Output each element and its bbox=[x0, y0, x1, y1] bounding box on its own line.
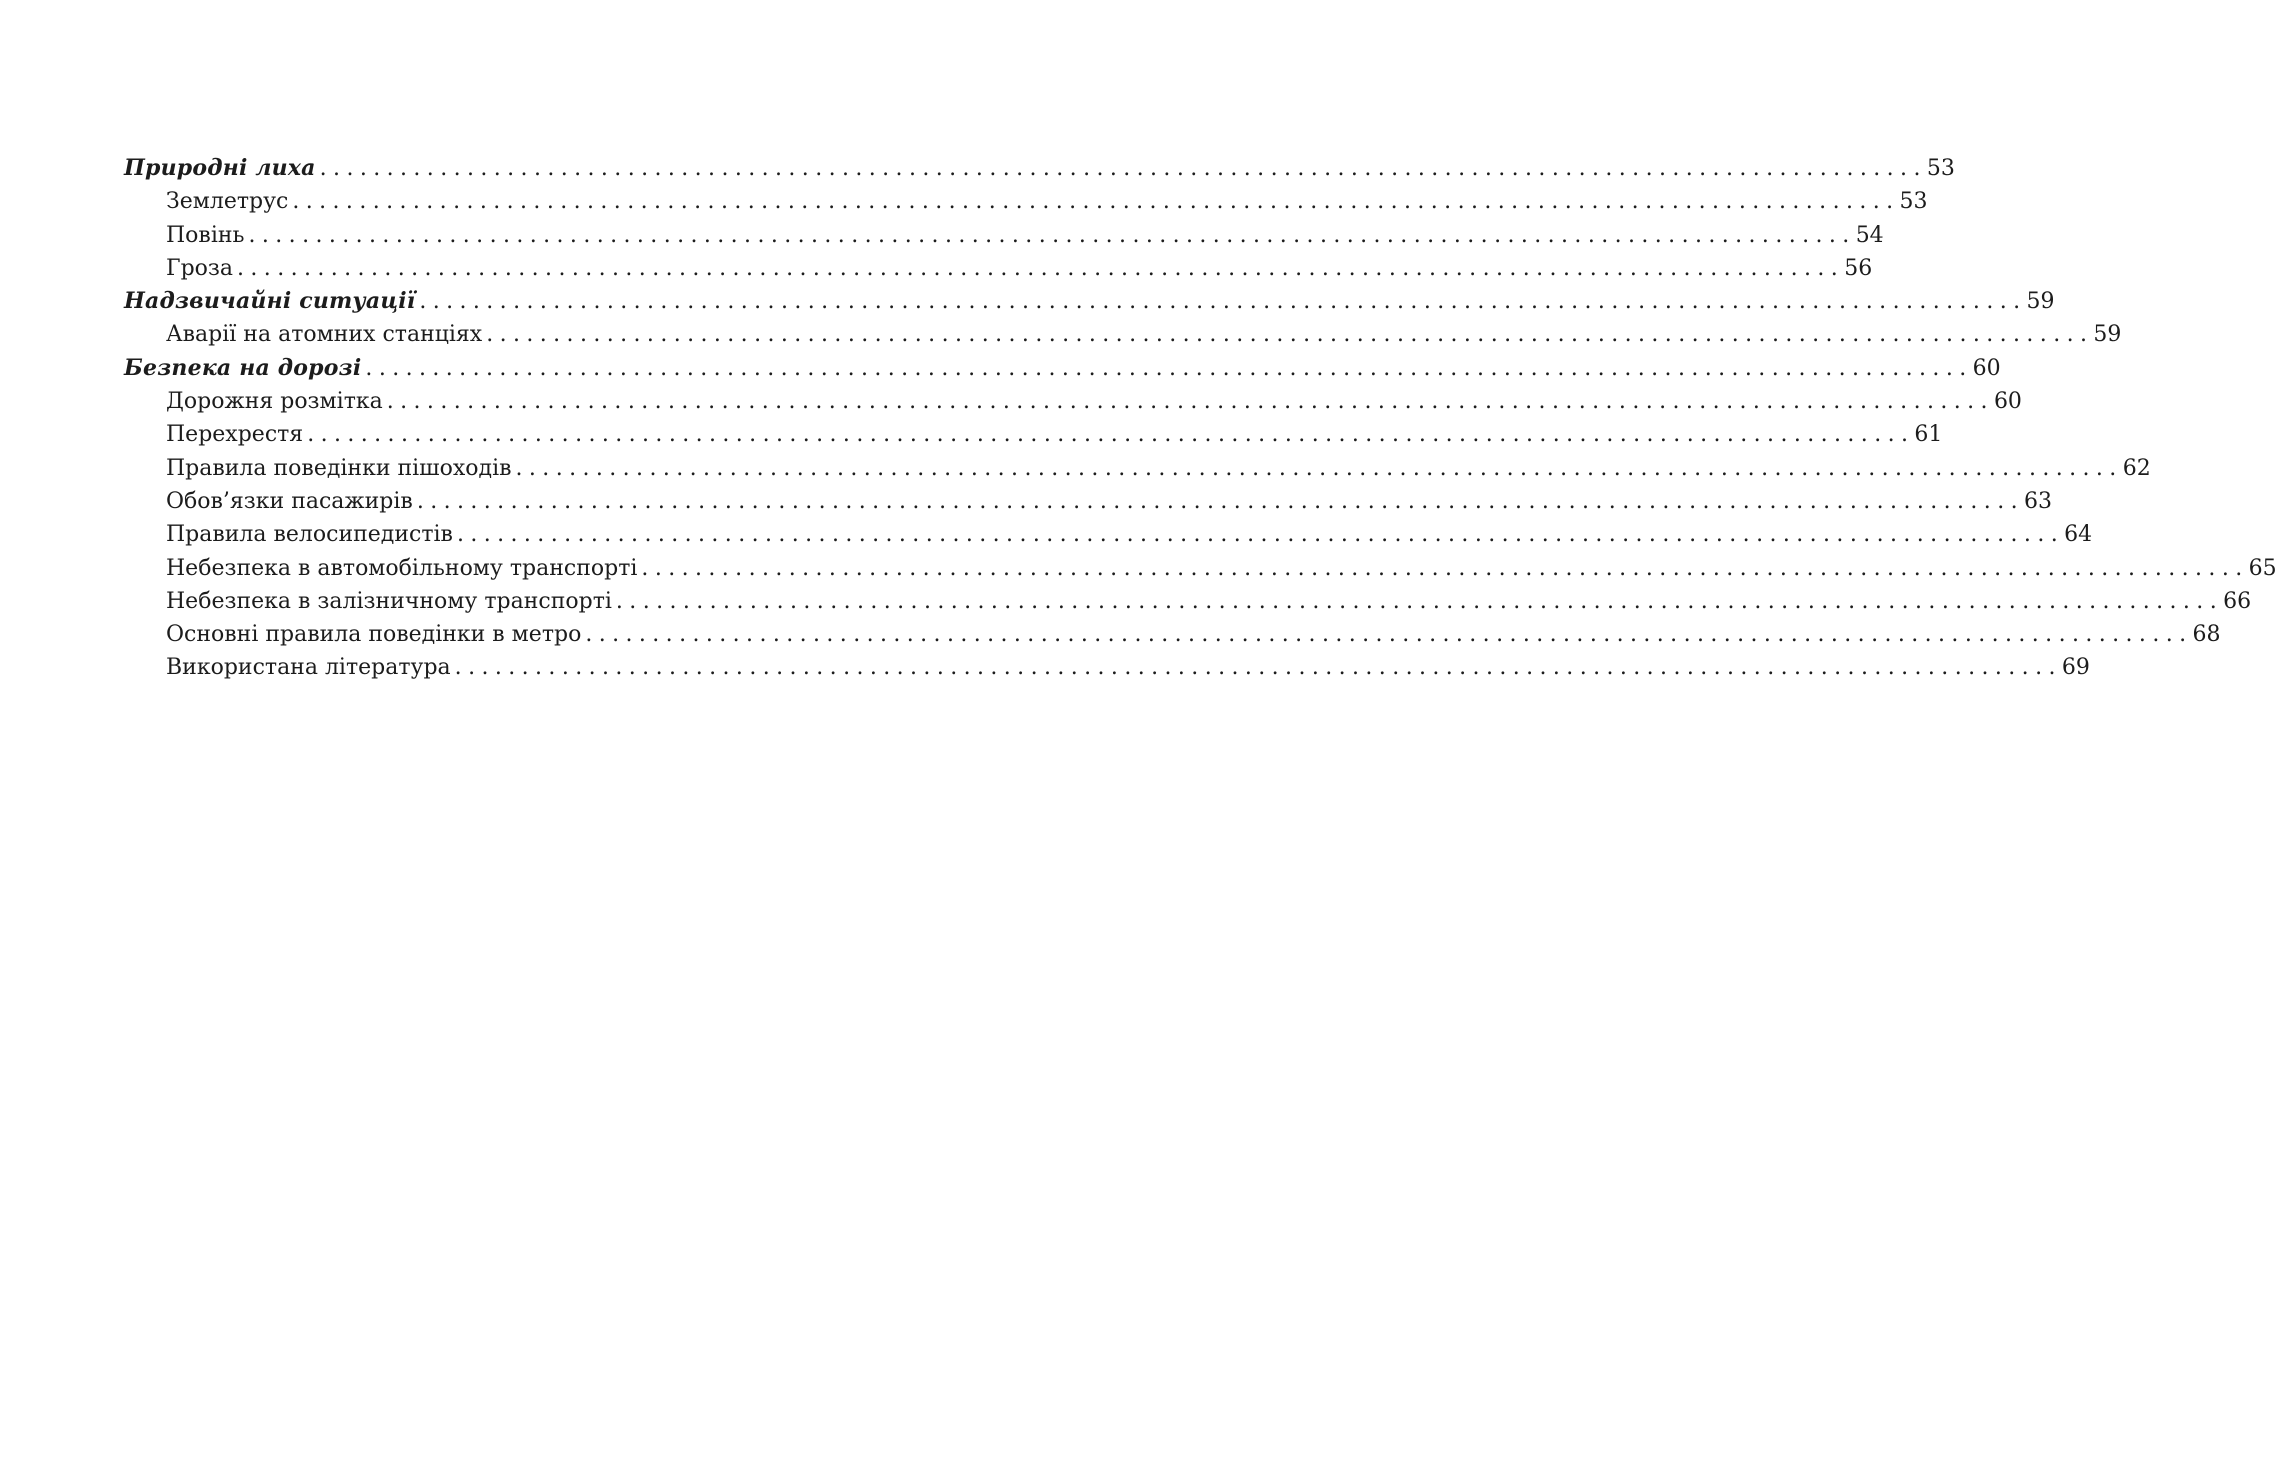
dot-leader: ........................................................................................................................ bbox=[386, 389, 1994, 415]
toc-page-number: 63 bbox=[2024, 488, 2052, 514]
toc-page-number: 60 bbox=[1993, 389, 2022, 415]
toc-entry-row bbox=[124, 485, 2052, 518]
table-of-contents bbox=[124, 152, 2277, 685]
toc-entry-row bbox=[124, 252, 1873, 285]
dot-leader: ........................................................................................................................ bbox=[641, 555, 2249, 581]
toc-entry-title: Перехрестя bbox=[166, 422, 304, 448]
toc-entry-row bbox=[124, 385, 2022, 418]
toc-page-number: 65 bbox=[2248, 555, 2277, 581]
toc-page-number: 53 bbox=[1899, 189, 1928, 215]
toc-section-row bbox=[124, 285, 2055, 318]
toc-page-number: 66 bbox=[2223, 588, 2252, 614]
toc-page-number: 60 bbox=[1972, 355, 2001, 381]
toc-entry-row bbox=[124, 585, 2252, 618]
toc-entry-title: Небезпека в залізничному транспорті bbox=[166, 588, 612, 614]
toc-page-number: 64 bbox=[2064, 522, 2093, 548]
toc-page-number: 61 bbox=[1914, 422, 1943, 448]
toc-page-number: 69 bbox=[2061, 655, 2090, 681]
toc-entry-title: Дорожня розмітка bbox=[166, 389, 383, 415]
dot-leader: ........................................................................................................................ bbox=[419, 289, 2027, 315]
toc-entry-title: Аварії на атомних станціях bbox=[166, 322, 483, 348]
dot-leader: ........................................................................................................................ bbox=[585, 622, 2193, 648]
toc-entry-row bbox=[124, 185, 1928, 218]
toc-entry-row bbox=[124, 552, 2277, 585]
dot-leader: ........................................................................................................................ bbox=[248, 222, 1856, 248]
toc-entry-title: Повінь bbox=[166, 222, 245, 248]
dot-leader: ........................................................................................................................ bbox=[237, 255, 1845, 281]
toc-entry-title: Правила поведінки пішоходів bbox=[166, 455, 512, 481]
dot-leader: ........................................................................................................................ bbox=[292, 189, 1900, 215]
toc-entry-title: Основні правила поведінки в метро bbox=[166, 622, 582, 648]
toc-entry-row bbox=[124, 618, 2221, 651]
toc-section-title: Природні лиха bbox=[124, 155, 316, 181]
toc-entry-row bbox=[124, 318, 2122, 351]
toc-entry-row bbox=[124, 518, 2093, 551]
toc-entry-title: Гроза bbox=[166, 255, 234, 281]
toc-page-number: 56 bbox=[1844, 255, 1873, 281]
dot-leader: ........................................................................................................................ bbox=[454, 655, 2062, 681]
toc-entry-title: Використана література bbox=[166, 655, 451, 681]
toc-entry-row bbox=[124, 219, 1884, 252]
dot-leader: ........................................................................................................................ bbox=[416, 488, 2024, 514]
toc-page-number: 53 bbox=[1926, 156, 1955, 181]
dot-leader: ........................................................................................................................ bbox=[486, 322, 2094, 348]
toc-section-title: Безпека на дорозі bbox=[124, 354, 362, 381]
dot-leader: ........................................................................................................................ bbox=[307, 422, 1915, 448]
toc-entry-row bbox=[124, 452, 2151, 485]
toc-page-number: 59 bbox=[2026, 289, 2055, 315]
dot-leader: ........................................................................................................................ bbox=[515, 455, 2123, 481]
toc-section-title: Надзвичайні ситуації bbox=[124, 288, 416, 315]
toc-entry-title: Землетрус bbox=[166, 189, 289, 215]
dot-leader: ........................................................................................................................ bbox=[319, 156, 1927, 181]
dot-leader: ........................................................................................................................ bbox=[365, 355, 1973, 381]
dot-leader: ........................................................................................................................ bbox=[615, 588, 2224, 614]
toc-page-number: 54 bbox=[1855, 222, 1884, 248]
toc-entry-row bbox=[124, 418, 1943, 451]
toc-page-number: 62 bbox=[2122, 455, 2151, 481]
toc-entry-title: Обов’язки пасажирів bbox=[166, 488, 413, 514]
toc-section-row bbox=[124, 352, 2001, 385]
toc-page-number: 59 bbox=[2093, 322, 2122, 348]
dot-leader: ........................................................................................................................ bbox=[456, 522, 2065, 548]
toc-page-number: 68 bbox=[2192, 622, 2221, 648]
toc-entry-title: Правила велосипедистів bbox=[166, 522, 453, 548]
toc-entry-title: Небезпека в автомобільному транспорті bbox=[166, 555, 638, 581]
toc-section-row bbox=[124, 152, 1955, 185]
toc-entry-row bbox=[124, 651, 2090, 684]
